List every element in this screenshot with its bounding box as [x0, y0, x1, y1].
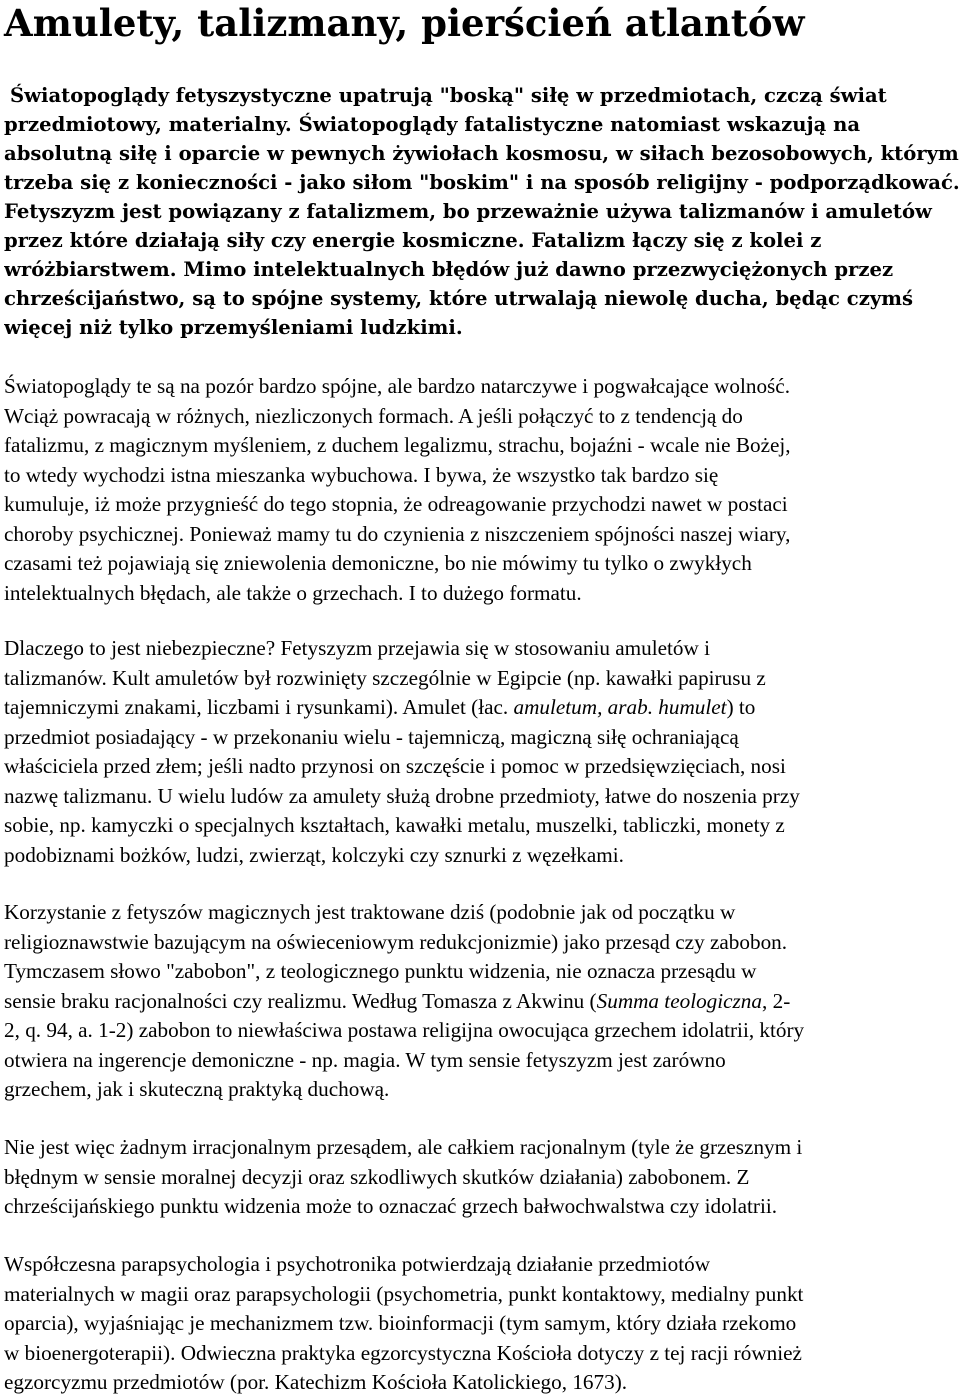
- text-line: choroby psychicznej. Ponieważ mamy tu do czynienia z niszczeniem spójności naszej wiary,: [4, 521, 791, 546]
- text-segment: , 2-: [762, 988, 791, 1013]
- paragraph-parapsychology: [4, 1250, 960, 1398]
- text-line: absolutną siłę i oparcie w pewnych żywiołach kosmosu, w siłach bezosobowych, którym: [4, 142, 959, 165]
- text-line: nazwę talizmanu. U wielu ludów za amulety służą drobne przedmioty, łatwe do noszenia przy: [4, 783, 800, 808]
- text-line: Współczesna parapsychologia i psychotronika potwierdzają działanie przedmiotów: [4, 1252, 710, 1276]
- text-line: Wciąż powracają w różnych, niezliczonych formach. A jeśli połączyć to z tendencją do: [4, 403, 743, 428]
- text-line: w bioenergoterapii). Odwieczna praktyka egzorcystyczna Kościoła dotyczy z tej racji również: [4, 1340, 802, 1365]
- text-line: fatalizmu, z magicznym myśleniem, z duchem legalizmu, strachu, bojaźni - wcale nie Bożej,: [4, 433, 791, 457]
- text-line: błędnym w sensie moralnej decyzji oraz szkodliwych skutków działania) zabobonem. Z: [4, 1164, 750, 1189]
- text-line: 2, q. 94, a. 1-2) zabobon to niewłaściwa postawa religijna owocująca grzechem idolatrii, który: [4, 1018, 805, 1042]
- paragraph-worldviews: [4, 372, 960, 608]
- text-line: przez które działają siły czy energie kosmiczne. Fatalizm łączy się z kolei z: [4, 229, 822, 252]
- text-line: więcej niż tylko przemyśleniami ludzkimi.: [4, 316, 463, 339]
- text-line: oparcia), wyjaśniając je mechanizmem tzw. bioinformacji (tym samym, który działa rzekomo: [4, 1311, 797, 1335]
- text-line: talizmanów. Kult amuletów był rozwinięty szczególnie w Egipcie (np. kawałki papirusu z: [4, 665, 766, 690]
- text-line: chrześcijaństwo, są to spójne systemy, które utrwalają niewolę ducha, będąc czymś: [4, 287, 913, 310]
- latin-term: amuletum, arab.: [513, 695, 659, 719]
- text-segment: ) to: [726, 695, 756, 719]
- paragraph-superstition: [4, 898, 960, 1105]
- text-line: materialnych w magii oraz parapsychologii (psychometria, punkt kontaktowy, medialny punkt: [4, 1281, 804, 1306]
- text-line: Dlaczego to jest niebezpieczne? Fetyszyzm przejawia się w stosowaniu amuletów i: [4, 636, 710, 660]
- text-line: [4, 693, 960, 723]
- text-line: podobiznami bożków, ludzi, zwierząt, kolczyki czy sznurki z węzełkami.: [4, 842, 624, 867]
- book-title: Summa teologiczna: [596, 988, 762, 1013]
- text-line: [4, 987, 960, 1017]
- text-line: wróżbiarstwem. Mimo intelektualnych błędów już dawno przezwyciężonych przez: [4, 258, 894, 281]
- text-segment: sensie braku racjonalności czy realizmu. Według Tomasza z Akwinu (: [4, 988, 597, 1013]
- intro-paragraph: [4, 81, 960, 342]
- text-line: to wtedy wychodzi istna mieszanka wybuchowa. I bywa, że wszystko tak bardzo się: [4, 462, 719, 487]
- text-line: intelektualnych błędach, ale także o grzechach. I to dużego formatu.: [4, 580, 582, 605]
- text-line: czasami też pojawiają się zniewolenia demoniczne, bo nie mówimy tu tylko o zwykłych: [4, 551, 752, 575]
- text-line: przedmiot posiadający - w przekonaniu wielu - tajemniczą, magiczną siłę ochraniającą: [4, 724, 739, 749]
- paragraph-amulets: [4, 634, 960, 870]
- text-line: trzeba się z konieczności - jako siłom "boskim" i na sposób religijny - podporządkować.: [4, 171, 960, 194]
- text-line: Fetyszyzm jest powiązany z fatalizmem, bo przeważnie używa talizmanów i amuletów: [4, 200, 932, 223]
- text-line: Światopoglądy fetyszystyczne upatrują "boską" siłę w przedmiotach, czczą świat: [10, 84, 887, 107]
- text-line: grzechem, jak i skuteczną praktyką duchową.: [4, 1077, 390, 1101]
- text-segment: tajemniczymi znakami, liczbami i rysunkami). Amulet (łac.: [4, 695, 514, 719]
- text-line: otwiera na ingerencje demoniczne - np. magia. W tym sensie fetyszyzm jest zarówno: [4, 1047, 726, 1072]
- text-line: przedmiotowy, materialny. Światopoglądy fatalistyczne natomiast wskazują na: [4, 113, 861, 136]
- text-line: sobie, np. kamyczki o specjalnych kształtach, kawałki metalu, muszelki, tabliczki, monety z: [4, 813, 785, 837]
- page-title: Amulety, talizmany, pierścień atlantów: [4, 1, 805, 45]
- arabic-term: humulet: [658, 695, 727, 719]
- text-line: Tymczasem słowo "zabobon", z teologicznego punktu widzenia, nie oznacza przesądu w: [4, 959, 757, 983]
- paragraph-rational: [4, 1133, 960, 1222]
- text-line: chrześcijańskiego punktu widzenia może to oznaczać grzech bałwochwalstwa czy idolatrii.: [4, 1194, 778, 1218]
- text-line: religioznawstwie bazującym na oświeceniowym redukcjonizmie) jako przesąd czy zabobon.: [4, 929, 788, 954]
- text-line: Światopoglądy te są na pozór bardzo spójne, ale bardzo natarczywe i pogwałcające wolność.: [4, 374, 790, 398]
- text-line: Korzystanie z fetyszów magicznych jest traktowane dziś (podobnie jak od początku w: [4, 900, 736, 924]
- text-line: Nie jest więc żadnym irracjonalnym przesądem, ale całkiem racjonalnym (tyle że grzesznym i: [4, 1135, 803, 1159]
- text-line: kumuluje, iż może przygnieść do tego stopnia, że odreagowanie przychodzi nawet w postaci: [4, 492, 788, 516]
- text-line: właściciela przed złem; jeśli nadto przynosi on szczęście i pomoc w przedsięwzięciach, nosi: [4, 754, 786, 778]
- text-line: egzorcyzmu przedmiotów (por. Katechizm Kościoła Katolickiego, 1673).: [4, 1370, 628, 1394]
